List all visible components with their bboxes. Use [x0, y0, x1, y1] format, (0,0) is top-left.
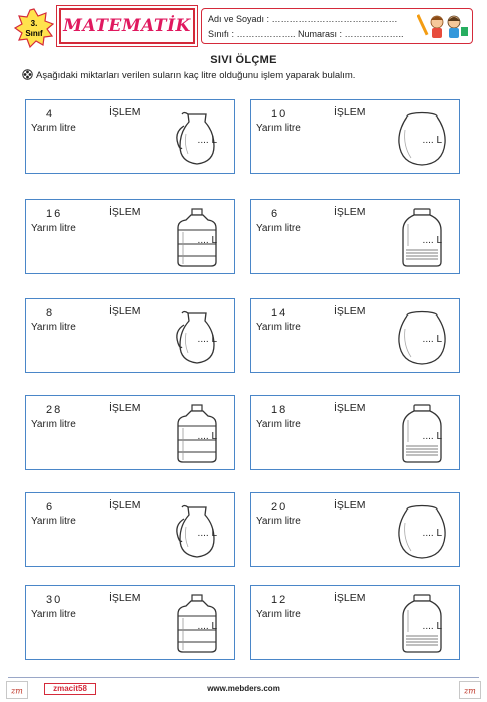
amount-value: 14 — [271, 307, 288, 319]
amount-value: 10 — [271, 108, 288, 120]
amount-value: 20 — [271, 501, 288, 513]
amount-value: 28 — [46, 404, 63, 416]
zm-logo-right-icon — [459, 681, 481, 699]
operation-area[interactable]: İŞLEM — [109, 499, 141, 511]
student-info-box — [201, 8, 473, 44]
unit-label: Yarım litre — [256, 223, 301, 234]
problem-card — [250, 585, 460, 660]
kids-illustration-icon — [417, 11, 469, 41]
operation-area[interactable]: İŞLEM — [109, 106, 141, 118]
instruction-text — [36, 70, 355, 81]
answer-field[interactable]: .... L — [422, 235, 442, 246]
subject-title: MATEMATİK — [63, 16, 191, 36]
operation-area[interactable]: İŞLEM — [334, 206, 366, 218]
amount-value: 6 — [46, 501, 55, 513]
answer-field[interactable]: .... L — [197, 135, 217, 146]
answer-field[interactable]: .... L — [422, 135, 442, 146]
grade-label: Sınıf — [25, 29, 43, 38]
website-link[interactable]: www.mebders.com — [207, 684, 280, 693]
amount-value: 6 — [271, 208, 280, 220]
amount-value: 18 — [271, 404, 288, 416]
page-title: SIVI ÖLÇME — [210, 54, 277, 66]
grade-badge — [14, 8, 54, 48]
unit-label: Yarım litre — [31, 609, 76, 620]
problem-card — [25, 298, 235, 373]
unit-label: Yarım litre — [256, 123, 301, 134]
flower-bullet-icon — [22, 69, 33, 80]
amount-value: 12 — [271, 594, 288, 606]
instruction-label: Aşağıdaki miktarları verilen suların kaç litre olduğunu işlem yaparak bulalım. — [36, 70, 356, 81]
operation-area[interactable]: İŞLEM — [334, 592, 366, 604]
operation-area[interactable]: İŞLEM — [334, 402, 366, 414]
logo-right-text: zm — [464, 686, 476, 696]
problem-card — [25, 395, 235, 470]
problem-card — [250, 395, 460, 470]
operation-area[interactable]: İŞLEM — [109, 592, 141, 604]
answer-field[interactable]: .... L — [422, 621, 442, 632]
problem-card — [250, 199, 460, 274]
answer-field[interactable]: .... L — [422, 528, 442, 539]
answer-field[interactable]: .... L — [422, 334, 442, 345]
operation-area[interactable]: İŞLEM — [109, 305, 141, 317]
answer-field[interactable]: .... L — [422, 431, 442, 442]
amount-value: 4 — [46, 108, 55, 120]
problem-card — [25, 492, 235, 567]
unit-label: Yarım litre — [256, 322, 301, 333]
unit-label: Yarım litre — [256, 419, 301, 430]
operation-area[interactable]: İŞLEM — [109, 402, 141, 414]
problem-card — [250, 99, 460, 174]
operation-area[interactable]: İŞLEM — [109, 206, 141, 218]
grade-number: 3. — [30, 19, 38, 28]
unit-label: Yarım litre — [256, 609, 301, 620]
unit-label: Yarım litre — [31, 123, 76, 134]
logo-left-text: zm — [11, 686, 23, 696]
amount-value: 16 — [46, 208, 63, 220]
class-number-field[interactable]: Sınıfı : ……………….. Numarası : ……………….. — [208, 29, 404, 39]
unit-label: Yarım litre — [31, 516, 76, 527]
problem-card — [250, 298, 460, 373]
name-field[interactable]: Adı ve Soyadı : …………………………………… — [208, 14, 398, 24]
star-badge-icon — [14, 8, 54, 48]
answer-field[interactable]: .... L — [197, 621, 217, 632]
problem-card — [25, 199, 235, 274]
amount-value: 30 — [46, 594, 63, 606]
operation-area[interactable]: İŞLEM — [334, 305, 366, 317]
unit-label: Yarım litre — [31, 223, 76, 234]
unit-label: Yarım litre — [31, 419, 76, 430]
operation-area[interactable]: İŞLEM — [334, 499, 366, 511]
unit-label: Yarım litre — [31, 322, 76, 333]
answer-field[interactable]: .... L — [197, 235, 217, 246]
amount-value: 8 — [46, 307, 55, 319]
unit-label: Yarım litre — [256, 516, 301, 527]
operation-area[interactable]: İŞLEM — [334, 106, 366, 118]
problem-card — [25, 99, 235, 174]
worksheet-code: zmacit58 — [44, 683, 96, 695]
answer-field[interactable]: .... L — [197, 431, 217, 442]
footer-divider — [8, 677, 479, 678]
answer-field[interactable]: .... L — [197, 334, 217, 345]
problem-card — [250, 492, 460, 567]
subject-box — [59, 8, 195, 44]
problem-card — [25, 585, 235, 660]
answer-field[interactable]: .... L — [197, 528, 217, 539]
